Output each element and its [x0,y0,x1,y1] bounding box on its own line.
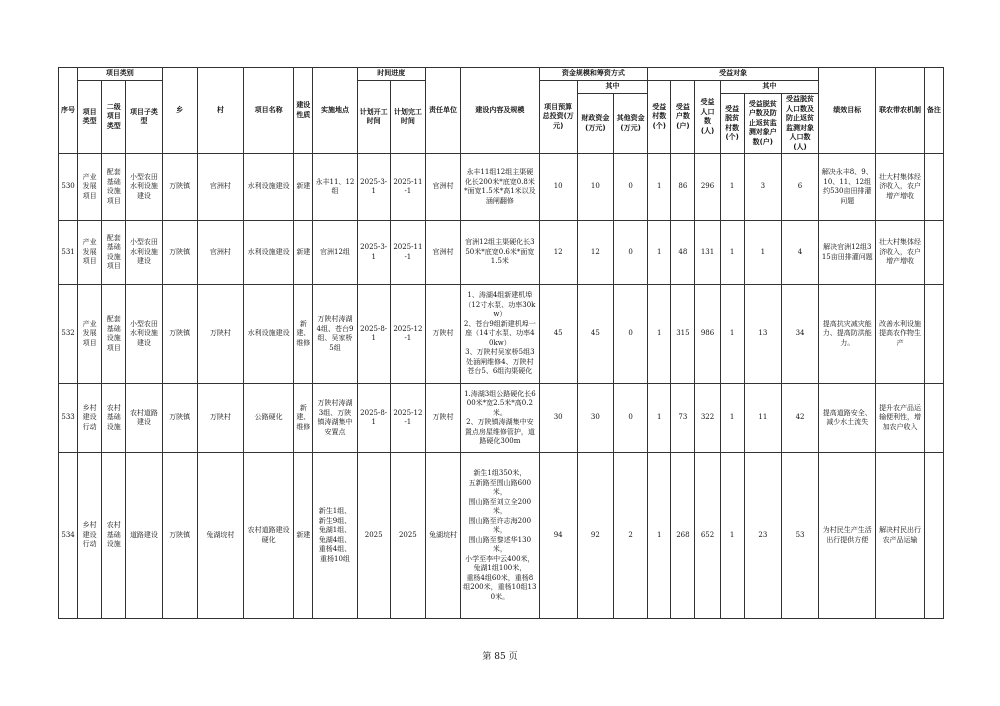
cell-other: 0 [613,285,647,384]
cell-build-nature: 新建 [294,221,313,285]
cell-project-name: 水利设施建设 [243,221,293,285]
cell-type: 产业发展项目 [78,285,102,384]
cell-village: 兔湖垸村 [197,453,243,619]
cell-poor-population: 34 [781,285,818,384]
cell-township: 万陕镇 [162,285,197,384]
table-body [59,154,944,619]
cell-poor-villages: 1 [720,221,744,285]
header-project-category: 项目类别 [78,68,162,81]
cell-village: 官洲村 [197,154,243,221]
cell-start: 2025 [357,453,390,619]
cell-second-type: 配套基础设施项目 [102,285,126,384]
header-second-type: 二级项目类型 [102,81,126,154]
cell-poor-villages: 1 [720,154,744,221]
cell-mechanism: 改善水利设施提高农作物生产 [876,285,924,384]
cell-start: 2025-3-1 [357,154,390,221]
cell-sub-type: 小型农田水利设施建设 [126,154,162,221]
header-township: 乡 [162,68,197,154]
header-goal: 绩效目标 [819,68,876,154]
cell-township: 万陕镇 [162,384,197,453]
header-location: 实施地点 [313,68,357,154]
header-beneficiaries: 受益对象 [648,68,819,81]
header-of-which: 其中 [577,81,647,94]
header-remarks: 备注 [924,68,943,154]
cell-other: 0 [613,221,647,285]
cell-remarks [924,154,943,221]
header-content: 建设内容及规模 [461,68,539,154]
cell-poor-households: 23 [744,453,781,619]
cell-seq: 530 [59,154,78,221]
table-row [59,221,944,285]
cell-type: 乡村建设行动 [78,453,102,619]
table-header [59,68,944,154]
header-poor-households: 受益脱贫户数及防止返贫监测对象户数(户) [744,94,781,154]
header-funding: 资金规模和筹资方式 [539,68,648,81]
cell-project-name: 水利设施建设 [243,154,293,221]
cell-seq: 532 [59,285,78,384]
cell-second-type: 农村基础设施 [102,384,126,453]
cell-mechanism: 解决村民出行农产品运输 [876,453,924,619]
cell-fiscal: 30 [577,384,613,453]
header-sub-type: 项目子类型 [126,81,162,154]
cell-poor-population: 53 [781,453,818,619]
cell-location: 官洲12组 [313,221,357,285]
cell-location: 万陕村涛湖3组、万陕镇涛湖集中安置点 [313,384,357,453]
cell-finish: 2025-11-1 [390,221,425,285]
header-budget: 项目预算总投资(万元) [539,81,577,154]
cell-poor-households: 1 [744,221,781,285]
cell-ben-households: 73 [671,384,695,453]
cell-ben-population: 131 [695,221,720,285]
cell-fiscal: 92 [577,453,613,619]
header-poor-villages: 受益脱贫村数(个) [720,94,744,154]
cell-project-name: 公路硬化 [243,384,293,453]
cell-build-nature: 新建 [294,154,313,221]
cell-build-nature: 新建 [294,453,313,619]
cell-township: 万陕镇 [162,221,197,285]
table-row [59,384,944,453]
header-build-nature: 建设性质 [294,68,313,154]
header-project-type: 项目类型 [78,81,102,154]
cell-content: 1、涛湖4组新建机埠（12寸水泵、功率30kw） 2、苍台9组新建机埠一座（14寸水泵、功率40kw） 3、万陕村吴家桥5组3处涵闸维修4、万陕村苍台5、6组沟渠硬化 [461,285,539,384]
cell-budget: 45 [539,285,577,384]
header-seq: 序号 [59,68,78,154]
header-project-name: 项目名称 [243,68,293,154]
cell-poor-villages: 1 [720,285,744,384]
cell-location: 新生1组、新生9组、兔湖1组、兔湖4组、重杨4组、重杨10组 [313,453,357,619]
cell-fiscal: 12 [577,221,613,285]
cell-ben-villages: 1 [648,221,671,285]
cell-second-type: 配套基础设施项目 [102,221,126,285]
cell-location: 万陕村涛湖4组、苍台9组、吴家桥5组 [313,285,357,384]
cell-finish: 2025-12-1 [390,384,425,453]
cell-start: 2025-8-1 [357,285,390,384]
cell-ben-population: 322 [695,384,720,453]
cell-unit: 官洲村 [425,154,460,221]
cell-finish: 2025-11-1 [390,154,425,221]
cell-goal: 解决永丰8、9、10、11、12组约530亩田排灌问题 [819,154,876,221]
cell-ben-population: 986 [695,285,720,384]
cell-seq: 534 [59,453,78,619]
cell-fiscal: 45 [577,285,613,384]
cell-budget: 30 [539,384,577,453]
cell-budget: 10 [539,154,577,221]
cell-poor-households: 11 [744,384,781,453]
cell-location: 永丰11、12组 [313,154,357,221]
header-of-which-2: 其中 [720,81,819,94]
cell-sub-type: 小型农田水利设施建设 [126,221,162,285]
cell-sub-type: 道路建设 [126,453,162,619]
cell-other: 0 [613,154,647,221]
table-row [59,154,944,221]
cell-type: 产业发展项目 [78,221,102,285]
cell-goal: 提高道路安全、减少水土流失 [819,384,876,453]
cell-mechanism: 壮大村集体经济收入，农户增产增收 [876,221,924,285]
cell-village: 万陕村 [197,285,243,384]
cell-ben-villages: 1 [648,154,671,221]
cell-unit: 万陕村 [425,384,460,453]
header-poor-population: 受益脱贫人口数及防止返贫监测对象人口数(人) [781,94,818,154]
header-fiscal: 财政资金(万元) [577,94,613,154]
cell-build-nature: 新建、维修 [294,285,313,384]
cell-mechanism: 壮大村集体经济收入，农户增产增收 [876,154,924,221]
header-ben-population: 受益人口数(人) [695,81,720,154]
cell-poor-households: 13 [744,285,781,384]
cell-budget: 94 [539,453,577,619]
header-other: 其他资金(万元) [613,94,647,154]
cell-ben-households: 86 [671,154,695,221]
cell-poor-households: 3 [744,154,781,221]
cell-sub-type: 小型农田水利设施建设 [126,285,162,384]
cell-ben-households: 48 [671,221,695,285]
cell-ben-households: 315 [671,285,695,384]
header-finish: 计划完工时间 [390,81,425,154]
cell-finish: 2025 [390,453,425,619]
table-row [59,453,944,619]
cell-other: 2 [613,453,647,619]
project-table [58,67,944,619]
cell-ben-households: 268 [671,453,695,619]
cell-ben-villages: 1 [648,453,671,619]
cell-seq: 531 [59,221,78,285]
page-number: 第 85 页 [482,652,518,662]
cell-project-name: 水利设施建设 [243,285,293,384]
cell-goal: 为村民生产生活出行提供方便 [819,453,876,619]
cell-remarks [924,384,943,453]
cell-start: 2025-3-1 [357,221,390,285]
cell-village: 万陕村 [197,384,243,453]
cell-remarks [924,221,943,285]
cell-budget: 12 [539,221,577,285]
cell-township: 万陕镇 [162,154,197,221]
cell-seq: 533 [59,384,78,453]
cell-build-nature: 新建、维修 [294,384,313,453]
cell-start: 2025-8-1 [357,384,390,453]
cell-fiscal: 10 [577,154,613,221]
header-village: 村 [197,68,243,154]
cell-poor-population: 4 [781,221,818,285]
header-ben-households: 受益户数(户) [671,81,695,154]
header-start: 计划开工时间 [357,81,390,154]
cell-unit: 万陕村 [425,285,460,384]
cell-remarks [924,285,943,384]
cell-township: 万陕镇 [162,453,197,619]
cell-ben-population: 296 [695,154,720,221]
header-ben-villages: 受益村数(个) [648,81,671,154]
header-schedule: 时间进度 [357,68,425,81]
cell-finish: 2025-12-1 [390,285,425,384]
cell-ben-population: 652 [695,453,720,619]
cell-type: 乡村建设行动 [78,384,102,453]
cell-poor-population: 42 [781,384,818,453]
cell-sub-type: 农村道路建设 [126,384,162,453]
cell-mechanism: 提升农产品运输便利性，增加农户收入 [876,384,924,453]
cell-type: 产业发展项目 [78,154,102,221]
cell-content: 官洲12组主渠硬化长350米*底宽0.6米*面宽1.5米 [461,221,539,285]
cell-second-type: 配套基础设施项目 [102,154,126,221]
cell-poor-population: 6 [781,154,818,221]
cell-project-name: 农村道路建设硬化 [243,453,293,619]
table-row [59,285,944,384]
cell-ben-villages: 1 [648,285,671,384]
header-unit: 责任单位 [425,68,460,154]
cell-other: 0 [613,384,647,453]
cell-poor-villages: 1 [720,384,744,453]
cell-unit: 官洲村 [425,221,460,285]
cell-village: 官洲村 [197,221,243,285]
cell-content: 永丰11组12组主渠硬化长200米*底宽0.8米*面宽1.5米*高1米以及涵闸翻修 [461,154,539,221]
cell-goal: 提高抗灾减灾能力、提高防洪能力。 [819,285,876,384]
cell-remarks [924,453,943,619]
cell-poor-villages: 1 [720,453,744,619]
cell-second-type: 农村基础设施 [102,453,126,619]
cell-ben-villages: 1 [648,384,671,453]
cell-unit: 兔湖垸村 [425,453,460,619]
cell-content: 新生1组350米， 五新路至围山路600米， 围山路至刘立全200米， 围山路至许志海200米， 围山路至黎述华130米， 小学至李中云400米， 兔湖1组100米， 重杨4组60米，重杨8组200米，重杨10组130米。 [461,453,539,619]
cell-goal: 解决官洲12组315亩田排灌问题 [819,221,876,285]
cell-content: 1.涛湖3组公路硬化长600米*宽2.5米*高0.2米。 2、万陕镇涛湖集中安置点房屋维修管护，道路硬化300m [461,384,539,453]
header-mechanism: 联农带农机制 [876,68,924,154]
